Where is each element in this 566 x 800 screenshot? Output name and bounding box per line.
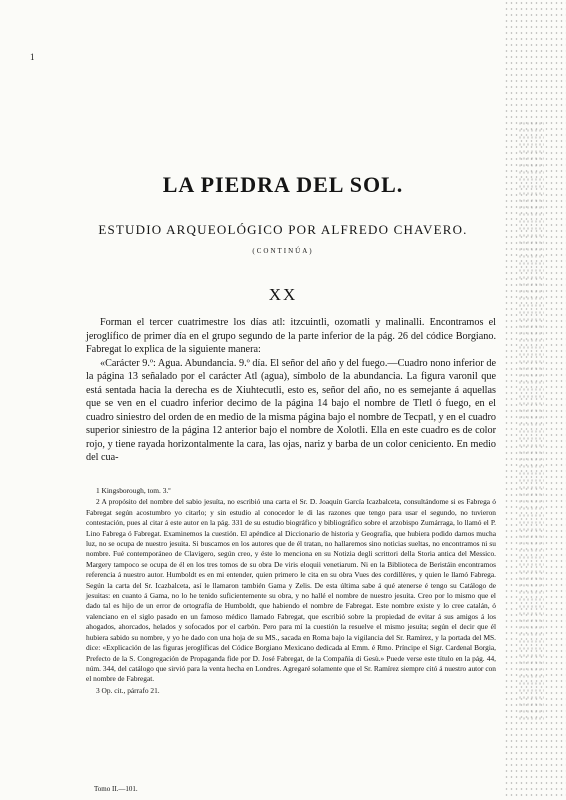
page-edge-noise-inner <box>518 120 544 720</box>
body-text <box>86 316 496 465</box>
footnote: 2 A propósito del nombre del sabio jesuíta, no escribió una carta el Sr. D. Joaquín García Icazbalceta, consultándome si es Fabrega ó Fabregat según acostumbro yo citarlo; y sin estudio al conocedor le di las razones que tengo para usar el segundo, no tuvieron contestación, pues al citar á este autor en la pág. 331 de su estudio biográfico y bibliográfico sobre el arzobispo Zumárraga, lo llamó el P. Lino Fabrega ó Fabregat. Examinemos la cuestión. El apéndice al Diccionario de historia y Geografía, que hubiera podido darnos mucha luz, no se ocupa de nuestro jesuita. Si buscamos en los autores que de él tratan, no hallaremos sino noticias sueltas, no encontramos ni su nombre. Fué contemporáneo de Clavigero, según creo, y éste lo menciona en su Notizia degli scrittori della Storia antica del Messico. Margery tampoco se ocupa de él en los tres tomos de su obra De viris eloquii venetiarum. Ni en la Biblioteca de Beristáin encontramos referencia á nuestro autor. Humboldt es en mi entender, quien primero le cita en su obra Vues des cordillères, y quien le llamó Fabrega. Según la carta del Sr. Icazbalceta, así le llamaron también Gama y Zelis. De esta última sabe á qué atenerse é tengo su Catálogo de jesuitas: en cuanto á Gama, no lo he tenido suficientemente su obra, y no hallé el nombre de nuestro jesuíta. Creo por lo mismo que el dado tal es hijo de un error de ortografía de Humboldt, que habiendo el nombre de Fabregat. Este nombre existe y lo cree catalán, ó valenciano en el siglo pasado en un famoso médico llamado Fabregat, que escribió sobre la propiedad de evitar á sus amigos á los ahogados, ahorcados, helados y sofocados por el carbón. Pero para mí la cuestión la resuelve el mismo jesuíta; según el decir que él hubiera sabido su nombre, y yo he dado con una hoja de su MS., sacada en Roma bajo la vigilancia del Sr. Ramírez, y la portada del MS. dice: «Explicación de las figuras jeroglíficas del Códice Borgiano Mexicano dedicada al Emm. é Rmo. Príncipe el Sigr. Cardenal Borgia, Prefecto de la S. Congregación de Propaganda fide por D. José Fabregat, de la Compañía di Gesù.» Puede verse este título en la pág. 44, núm. 344, del catálogo que sirvió para la venta hecha en Londres. Agregaré solamente que el Sr. Ramírez siempre citó á nuestro autor con el nombre de Fabregat. <box>86 497 496 684</box>
body-paragraph: «Carácter 9.º: Agua. Abundancia. 9.º día. El señor del año y del fuego.—Cuadro nono inferior de la página 13 señalado por el carácter Atl (agua), símbolo de la abundancia. La figura varonil que está sentada hacia la derecha es de Xiuhtecutli, esto es, señor del año, no es semejante á aquellas que se ven en el cuadro inferior decimo de la página 14 bajo el nombre de Tletl ó fuego, en el cuadro siniestro del orden de en medio de la misma página bajo el nombre de Tecpatl, y en el cuadro superior siniestro de la página 12 anterior bajo el nombre de Xolotli. Ella en este cuadro es de color rojo, y tiene rayada horizontalmente la cara, las ojas, nariz y barba de un color ceniciento. En medio del cua- <box>86 357 496 463</box>
footnotes <box>86 486 496 697</box>
footnote: 3 Op. cit., párrafo 21. <box>96 685 160 695</box>
section-number: XX <box>268 285 298 304</box>
page-number: 1 <box>30 52 35 62</box>
volume-label: Tomo II.—101. <box>94 785 138 793</box>
body-paragraph: Forman el tercer cuatrimestre los días atl: itzcuintli, ozomatli y malinalli. Encontramos el jeroglífico de primer día en el grupo segundo de la parte inferior de la pág. 26 del códice Borgiano. Fabregat lo explica de la siguiente manera: <box>86 317 496 355</box>
article-subtitle: ESTUDIO ARQUEOLÓGICO POR ALFREDO CHAVERO. <box>98 222 468 237</box>
footnote: 1 Kingsborough, tom. 3.º <box>96 486 171 495</box>
article-title: LA PIEDRA DEL SOL. <box>162 172 404 197</box>
continued-label: (CONTINÚA) <box>252 247 314 255</box>
